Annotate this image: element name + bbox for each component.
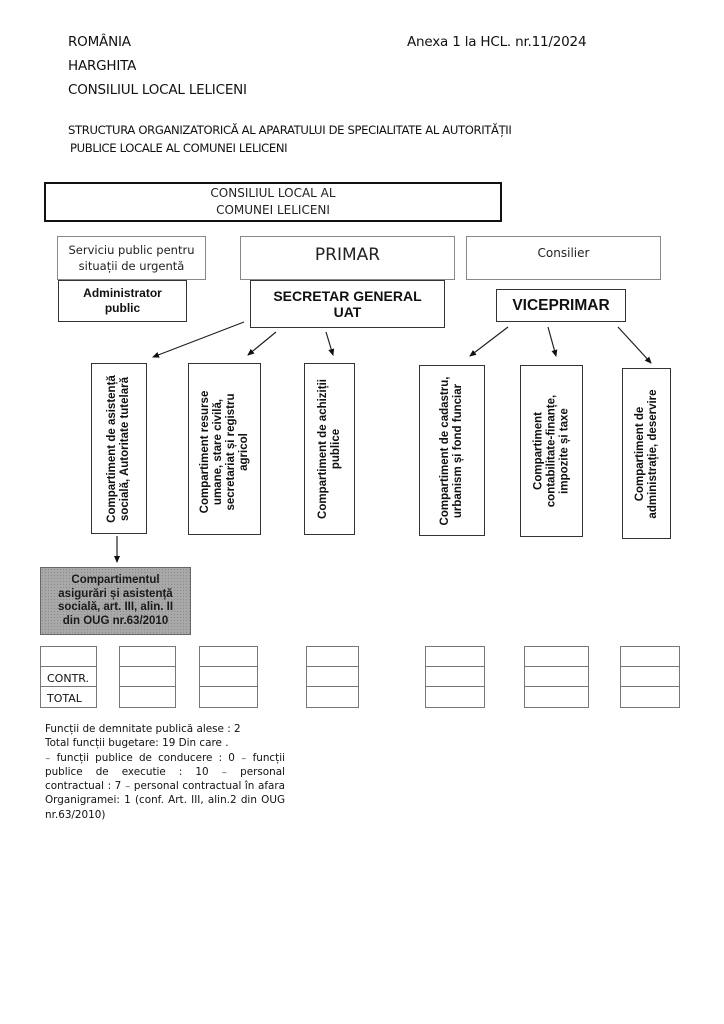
secretary-line2: UAT — [333, 304, 362, 320]
department-line: administrație, deservire — [646, 388, 659, 519]
staff-table-row — [41, 647, 96, 667]
secretary-general-box — [250, 280, 445, 328]
arrow-deputy-to-cadastre — [470, 327, 508, 356]
staff-table-row — [120, 647, 175, 667]
staff-table-row — [525, 667, 588, 687]
insurance-line3: socială, art. III, alin. II — [57, 601, 174, 613]
staff-table — [306, 646, 359, 708]
staff-table-row-contr: CONTR. — [41, 667, 96, 687]
department-line: publice — [329, 428, 342, 470]
staff-table — [199, 646, 258, 708]
department-procurement — [304, 363, 355, 535]
header-county: HARGHITA — [68, 58, 137, 74]
mayor-box — [240, 236, 455, 280]
department-line: impozite și taxe — [558, 408, 570, 494]
emergency-line1: Serviciu public pentru — [68, 243, 195, 257]
emergency-service-box — [57, 236, 206, 280]
department-line: Compartiment — [532, 412, 544, 490]
staff-table — [620, 646, 680, 708]
arrow-deputy-to-administration — [618, 327, 651, 363]
counselor-box — [466, 236, 661, 280]
department-line: socială, Autoritate tutelară — [119, 376, 131, 521]
department-social-assistance — [91, 363, 147, 534]
department-human-resources — [188, 363, 261, 535]
staff-table-row — [426, 667, 484, 687]
staff-table-row — [200, 647, 257, 667]
document-title-line2: PUBLICE LOCALE AL COMUNEI LELICENI — [70, 141, 288, 155]
staff-table-row — [120, 667, 175, 687]
header-council: CONSILIUL LOCAL LELICENI — [68, 82, 247, 98]
council-line1: CONSILIUL LOCAL AL — [210, 186, 336, 200]
emergency-line2: situații de urgentă — [78, 259, 185, 273]
insurance-line1: Compartimentul — [71, 574, 160, 586]
staff-table-row — [621, 647, 679, 667]
note-total-functions: Total funcții bugetare: 19 Din care . — [45, 737, 229, 750]
department-line: Compartiment de cadastru, — [439, 376, 451, 525]
staff-table-row — [426, 647, 484, 667]
note-breakdown: ₋ funcții publice de conducere : 0 ₋ funcții publice de executie : 10 ₋ personal contractual : 7 ₋ personal contractual în afara Organigramei: 1 (conf. Art. III, alin.2 din OUG nr.63/2010) — [45, 751, 285, 821]
secretary-line1: SECRETAR GENERAL — [273, 288, 422, 304]
header-annex: Anexa 1 la HCL. nr.11/2024 — [407, 34, 587, 50]
insurance-line4: din OUG nr.63/2010 — [62, 614, 169, 627]
staff-table-row-total: TOTAL — [47, 692, 82, 705]
department-administration — [622, 368, 671, 539]
department-line: secretariat și registru — [224, 393, 237, 511]
department-cadastre — [419, 365, 485, 536]
staff-table — [119, 646, 176, 708]
counselor-label: Consilier — [537, 246, 590, 260]
header-country: ROMÂNIA — [68, 34, 131, 50]
staff-table-row — [307, 687, 358, 707]
administrator-line2: public — [104, 301, 141, 315]
public-administrator-box — [58, 280, 187, 322]
department-accounting — [520, 365, 583, 537]
department-line: umane, stare civilă, — [211, 399, 224, 506]
department-line: Compartiment resurse — [198, 391, 211, 514]
notes-section — [45, 722, 285, 822]
council-box — [44, 182, 502, 222]
staff-table-row — [525, 647, 588, 667]
staff-table-row — [525, 687, 588, 707]
department-line: Compartiment de — [633, 406, 646, 501]
staff-table — [40, 646, 97, 708]
staff-table-row — [621, 667, 679, 687]
deputy-mayor-box — [496, 289, 626, 322]
staff-table — [524, 646, 589, 708]
department-line: urbanism și fond funciar — [452, 383, 464, 518]
staff-table-row — [307, 647, 358, 667]
staff-table-row — [426, 687, 484, 707]
staff-table-row — [621, 687, 679, 707]
department-line: agricol — [237, 433, 250, 472]
department-line: Compartiment de achiziții — [316, 379, 329, 519]
arrow-deputy-to-accounting — [548, 327, 556, 356]
insurance-line2: asigurări și asistență — [58, 587, 173, 600]
staff-table-row — [120, 687, 175, 707]
administrator-line1: Administrator — [83, 286, 162, 300]
department-line: Compartiment de asistență — [106, 374, 118, 523]
staff-table-row — [200, 667, 257, 687]
arrow-secretary-to-human-resources — [248, 332, 276, 355]
arrow-secretary-to-procurement — [326, 332, 333, 355]
note-elected-functions: Funcții de demnitate publică alese : 2 — [45, 723, 241, 735]
staff-table — [425, 646, 485, 708]
staff-table-row — [200, 687, 257, 707]
staff-table-row — [307, 667, 358, 687]
deputy-mayor-label: VICEPRIMAR — [512, 296, 610, 314]
council-line2: COMUNEI LELICENI — [216, 203, 330, 217]
mayor-label: PRIMAR — [314, 245, 381, 265]
department-line: contabilitate-finanțe, — [545, 394, 557, 508]
social-insurance-box — [40, 567, 191, 635]
arrow-secretary-to-social-assistance — [153, 322, 244, 357]
document-title-line1: STRUCTURA ORGANIZATORICĂ AL APARATULUI DE SPECIALITATE AL AUTORITĂȚII — [68, 123, 512, 137]
